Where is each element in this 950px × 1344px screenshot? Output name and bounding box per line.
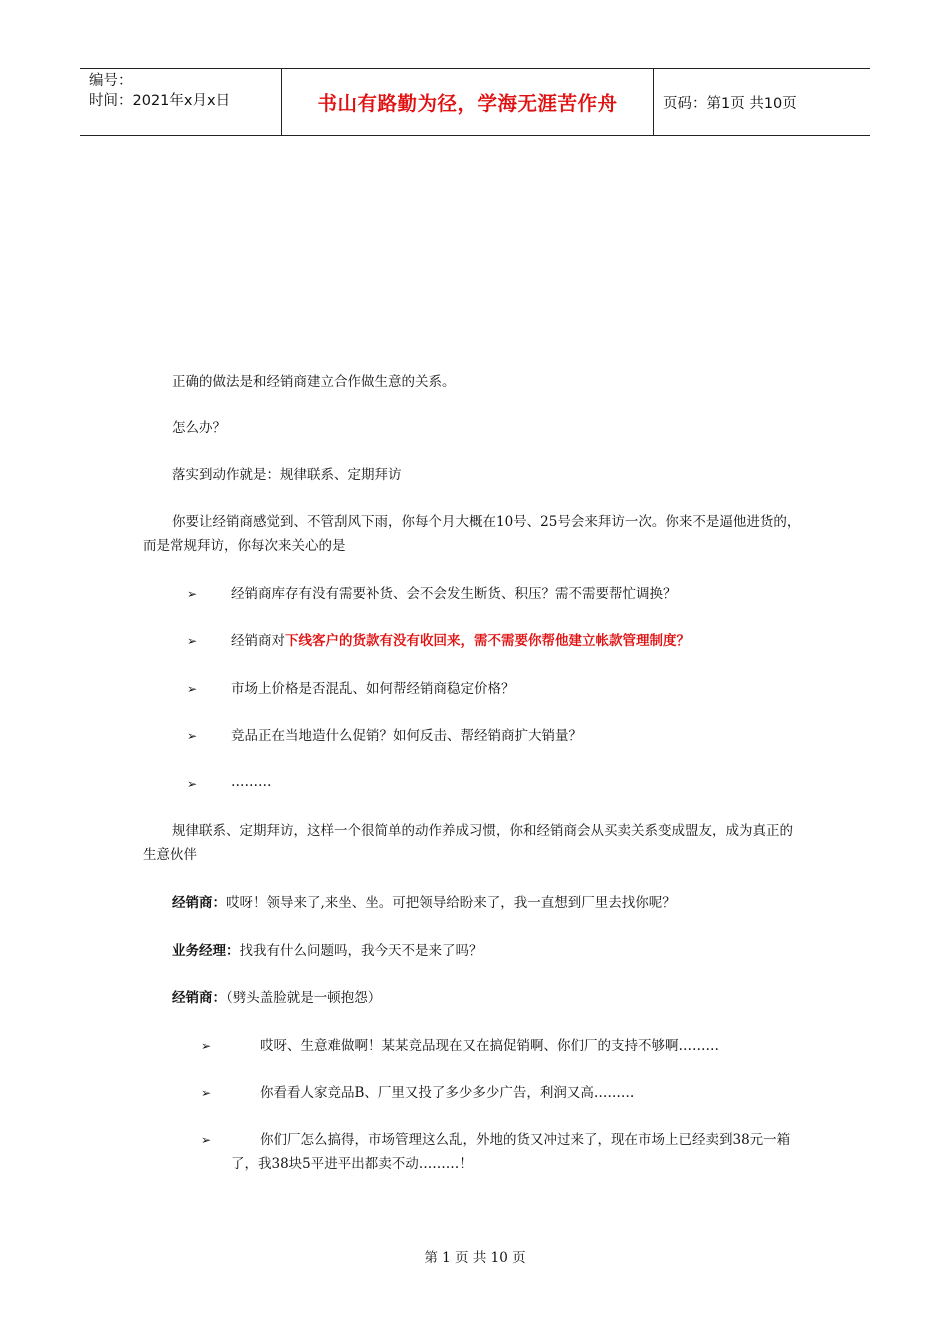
- paragraph: 规律联系、定期拜访，这样一个很简单的动作养成习惯，你和经销商会从买卖关系变成盟友，成为真正的生意伙伴: [143, 823, 793, 863]
- speaker-label: 业务经理：: [172, 943, 240, 959]
- speaker-label: 经销商：: [172, 895, 226, 911]
- paragraph: 正确的做法是和经销商建立合作做生意的关系。: [172, 374, 456, 390]
- list-item-text: ………: [231, 774, 272, 790]
- list-item-text: 市场上价格是否混乱、如何帮经销商稳定价格？: [231, 681, 515, 697]
- list-item-text: [231, 629, 690, 653]
- list-item-text: 经销商库存有没有需要补货、会不会发生断货、积压？需不需要帮忙调换？: [231, 586, 677, 602]
- highlight-text: 下线客户的货款有没有收回来，需不需要你帮他建立帐款管理制度？: [285, 633, 690, 649]
- header-info-cell: [80, 69, 281, 135]
- dialogue-text: （劈头盖脸就是一顿抱怨）: [226, 990, 382, 1006]
- header-table: [80, 68, 870, 136]
- speaker-label: 经销商：: [172, 990, 226, 1006]
- arrow-bullet-icon: ➢: [187, 634, 198, 648]
- arrow-bullet-icon: ➢: [187, 777, 198, 791]
- arrow-bullet-icon: ➢: [187, 587, 198, 601]
- paragraph: 落实到动作就是：规律联系、定期拜访: [172, 467, 402, 483]
- dialogue-line: [172, 986, 381, 1010]
- header-page-label: 页码：第1页 共10页: [663, 95, 797, 112]
- dialogue-line: [172, 939, 483, 963]
- list-item-prefix: 经销商对: [231, 633, 285, 649]
- arrow-bullet-icon: ➢: [187, 682, 198, 696]
- list-item-text: 你看看人家竞品B、厂里又投了多少多少广告，利润又高………: [260, 1085, 635, 1101]
- list-item-text: 哎呀、生意难做啊！某某竞品现在又在搞促销啊、你们厂的支持不够啊………: [260, 1038, 719, 1054]
- dialogue-text: 哎呀！领导来了,来坐、坐。可把领导给盼来了，我一直想到厂里去找你呢？: [226, 895, 676, 911]
- list-item-text: 你们厂怎么搞得，市场管理这么乱，外地的货又冲过来了，现在市场上已经卖到38元一箱了，我38块5平进平出都卖不动………！: [231, 1132, 791, 1172]
- arrow-bullet-icon: ➢: [201, 1086, 212, 1100]
- paragraph: 怎么办？: [172, 420, 226, 436]
- dialogue-text: 找我有什么问题吗，我今天不是来了吗？: [239, 943, 483, 959]
- dialogue-line: [172, 891, 676, 915]
- page-footer: 第 1 页 共 10 页: [424, 1250, 526, 1266]
- arrow-bullet-icon: ➢: [201, 1133, 212, 1147]
- header-motto-cell: [281, 69, 654, 135]
- time-label: 时间：2021年x月x日: [89, 93, 231, 109]
- list-item-text: 竞品正在当地造什么促销？如何反击、帮经销商扩大销量？: [231, 728, 582, 744]
- arrow-bullet-icon: ➢: [187, 729, 198, 743]
- paragraph: 你要让经销商感觉到、不管刮风下雨，你每个月大概在10号、25号会来拜访一次。你来不是逼他进货的，而是常规拜访，你每次来关心的是: [143, 514, 801, 554]
- number-label: 编号：: [89, 73, 133, 89]
- motto: 书山有路勤为径，学海无涯苦作舟: [317, 92, 618, 115]
- header-page-cell: [654, 69, 870, 135]
- arrow-bullet-icon: ➢: [201, 1039, 212, 1053]
